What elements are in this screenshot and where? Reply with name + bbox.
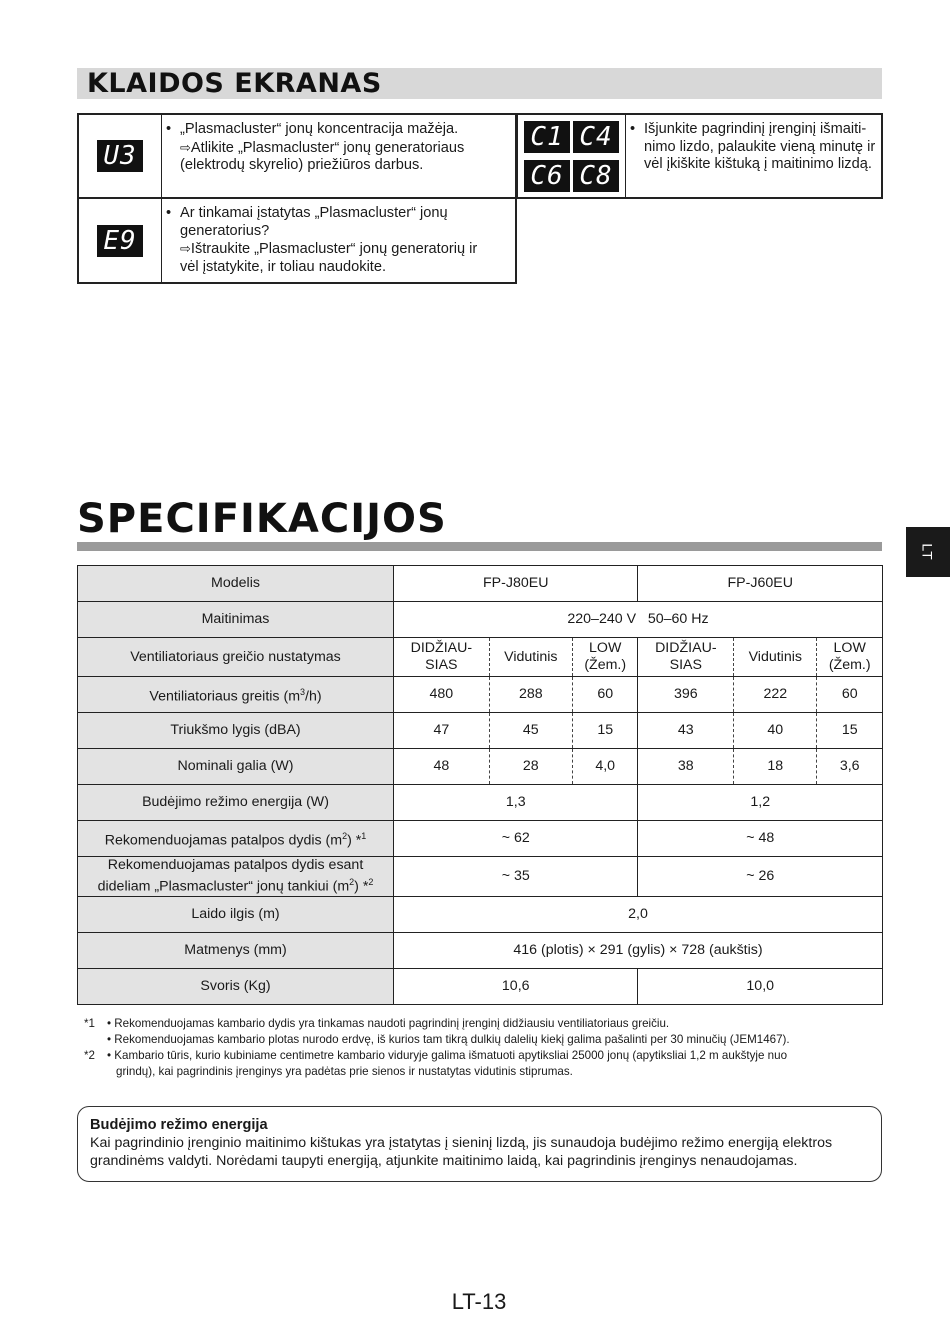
table-row — [78, 677, 883, 713]
footnote-line: • Rekomenduojamas kambario plotas nurodo erdvę, iš kurios tam tikrą dulkių dalelių kiekį galima pašalinti per 30 minučių (JEM1467). — [107, 1033, 790, 1046]
value-cell: 1,2 — [638, 785, 883, 821]
error-text-line: Ar tinkamai įstatytas „Plasmacluster“ jonų — [180, 205, 448, 221]
row-label: Matmenys (mm) — [78, 932, 394, 968]
fan-mode-cell: DIDŽIAU- SIAS — [394, 638, 490, 677]
value-cell: 15 — [817, 713, 883, 749]
error-code-display: C8 — [573, 160, 619, 192]
row-label: Ventiliatoriaus greitis $(m^3/h)$ — [78, 677, 394, 713]
table-row — [78, 932, 883, 968]
fan-mode-cell: LOW (Žem.) — [817, 638, 883, 677]
error-code-display: E9 — [97, 225, 143, 257]
error-code-cell — [518, 115, 626, 197]
value-cell: 3,6 — [817, 749, 883, 785]
value-cell: 10,6 — [394, 968, 638, 1004]
error-section-header — [77, 68, 882, 99]
value-cell: 60 — [817, 677, 883, 713]
value-cell: 2,0 — [394, 896, 883, 932]
value-cell: 15 — [572, 713, 638, 749]
error-text-line: Atlikite „Plasmacluster“ jonų generatoriaus — [190, 139, 465, 156]
value-cell: 480 — [394, 677, 490, 713]
row-label: Triukšmo lygis (dBA) — [78, 713, 394, 749]
value-cell: 18 — [734, 749, 817, 785]
footnote — [84, 1016, 884, 1048]
table-row — [78, 896, 883, 932]
value-cell: 40 — [734, 713, 817, 749]
footnote-line: grindų), kai pagrindinis įrenginys yra padėtas prie sienos ir nustatytas vidutinis stiprumas. — [116, 1065, 573, 1078]
table-row — [78, 638, 883, 677]
table-row — [78, 785, 883, 821]
error-text-line: vėl įstatykite, ir toliau naudokite. — [180, 258, 387, 275]
standby-note-line: Kai pagrindinio įrenginio maitinimo kištukas yra įstatytas į sieninį lizdą, jis sunaudoja budėjimo režimo energiją elektros — [90, 1135, 833, 1151]
error-text-line: Ištraukite „Plasmacluster“ jonų generatorių ir — [190, 241, 478, 257]
spec-section-title: SPECIFIKACIJOS — [77, 496, 447, 542]
fan-mode-cell: Vidutinis — [734, 638, 817, 677]
value-cell: 288 — [489, 677, 572, 713]
error-entry-e9 — [77, 197, 517, 284]
row-label: Maitinimas — [78, 602, 394, 638]
row-label: Svoris (Kg) — [78, 968, 394, 1004]
value-cell: 38 — [638, 749, 734, 785]
page-number: LT-13 — [451, 1289, 507, 1314]
value-cell: 396 — [638, 677, 734, 713]
row-label: Laido ilgis (m) — [78, 896, 394, 932]
value-cell: 10,0 — [638, 968, 883, 1004]
row-label: Rekomenduojamas patalpos dydis esant dideliam „Plasmacluster“ jonų tankiui $(m^2)$ *$^2$ — [78, 857, 394, 897]
error-text-line: generatorius? — [180, 222, 270, 239]
value-cell: 43 — [638, 713, 734, 749]
value-cell: 47 — [394, 713, 490, 749]
table-row — [78, 968, 883, 1004]
row-label: Modelis — [78, 566, 394, 602]
value-cell: ~ 48 — [638, 821, 883, 857]
value-cell: ~ 35 — [394, 857, 638, 897]
value-cell: ~ 26 — [638, 857, 883, 897]
error-code-display: U3 — [97, 140, 143, 172]
fan-mode-cell: LOW (Žem.) — [572, 638, 638, 677]
error-code-display: C1 — [524, 121, 570, 153]
value-cell: 45 — [489, 713, 572, 749]
arrow-right-icon: ⇨ — [180, 139, 191, 155]
arrow-right-icon: ⇨ — [180, 241, 191, 256]
value-cell: 48 — [394, 749, 490, 785]
error-text-line: vėl įkiškite kištuką į maitinimo lizdą. — [644, 156, 872, 172]
standby-note-line: grandinėms valdyti. Norėdami taupyti energiją, atjunkite maitinimo laidą, kai pagrindinis įrenginys nenaudojamas. — [90, 1153, 798, 1169]
error-entry-u3 — [77, 113, 517, 199]
value-cell: 4,0 — [572, 749, 638, 785]
error-description: • Išjunkite pagrindinį įrenginį išmaiti- nimo lizdo, palaukite vieną minutę ir vėl įkiškite kištuką į maitinimo lizdą. — [630, 121, 876, 172]
table-row — [78, 857, 883, 897]
footnote — [84, 1048, 884, 1080]
model-cell: FP-J60EU — [638, 566, 883, 602]
row-label: Budėjimo režimo energija (W) — [78, 785, 394, 821]
error-code-cell — [79, 199, 162, 282]
fan-mode-cell: Vidutinis — [489, 638, 572, 677]
table-row — [78, 602, 883, 638]
error-code-display: C4 — [573, 121, 619, 153]
row-label: Ventiliatoriaus greičio nustatymas — [78, 638, 394, 677]
value-cell: 1,3 — [394, 785, 638, 821]
model-cell: FP-J80EU — [394, 566, 638, 602]
error-text-line: (elektrodų skyrelio) priežiūros darbus. — [180, 157, 424, 173]
spec-table — [77, 565, 883, 1005]
value-cell: 416 (plotis) × 291 (gylis) × 728 (aukštis) — [394, 932, 883, 968]
error-text-line: Išjunkite pagrindinį įrenginį išmaiti- — [644, 121, 867, 137]
value-cell: 222 — [734, 677, 817, 713]
error-text-line: nimo lizdo, palaukite vieną minutę ir — [644, 138, 876, 155]
error-code-display: C6 — [524, 160, 570, 192]
footnote-line: • Rekomenduojamas kambario dydis yra tinkamas naudoti pagrindinį įrenginį didžiausiu ventiliatoriaus greičiu. — [107, 1017, 670, 1030]
spec-section-rule — [77, 542, 882, 551]
table-row — [78, 821, 883, 857]
standby-note-title: Budėjimo režimo energija — [90, 1117, 268, 1133]
error-entry-c-codes — [516, 113, 883, 199]
value-cell: 28 — [489, 749, 572, 785]
footnote-mark: *2 — [84, 1049, 95, 1062]
value-cell: 220–240 V 50–60 Hz — [394, 602, 883, 638]
footnote-mark: *1 — [84, 1017, 95, 1030]
error-code-cell — [79, 115, 162, 197]
table-row — [78, 566, 883, 602]
row-label: Nominali galia (W) — [78, 749, 394, 785]
row-label: Rekomenduojamas patalpos dydis $(m^2)$ *$^1$ — [78, 821, 394, 857]
language-tab-label: LT — [920, 543, 936, 561]
language-tab — [906, 527, 950, 577]
table-row — [78, 713, 883, 749]
value-cell: ~ 62 — [394, 821, 638, 857]
error-description: • „Plasmacluster“ jonų koncentracija mažėja. ⇨Atlikite „Plasmacluster“ jonų generatoriaus (elektrodų skyrelio) priežiūros darbus. — [166, 121, 465, 173]
error-description: • Ar tinkamai įstatytas „Plasmacluster“ jonų generatorius? ⇨Ištraukite „Plasmacluster“ jonų generatorių ir vėl įstatykite, ir toliau naudokite. — [166, 205, 478, 275]
footnote-line: • Kambario tūris, kurio kubiniame centimetre kambario viduryje galima išmatuoti apytiksliai 25000 jonų (apytiksliai 1,2 m aukštyje nuo — [107, 1049, 788, 1062]
error-section-title: KLAIDOS EKRANAS — [87, 68, 382, 99]
fan-mode-cell: DIDŽIAU- SIAS — [638, 638, 734, 677]
standby-power-note — [77, 1106, 882, 1182]
footnotes — [84, 1016, 884, 1080]
value-cell: 60 — [572, 677, 638, 713]
table-row — [78, 749, 883, 785]
error-text-line: „Plasmacluster“ jonų koncentracija mažėja. — [180, 121, 459, 137]
